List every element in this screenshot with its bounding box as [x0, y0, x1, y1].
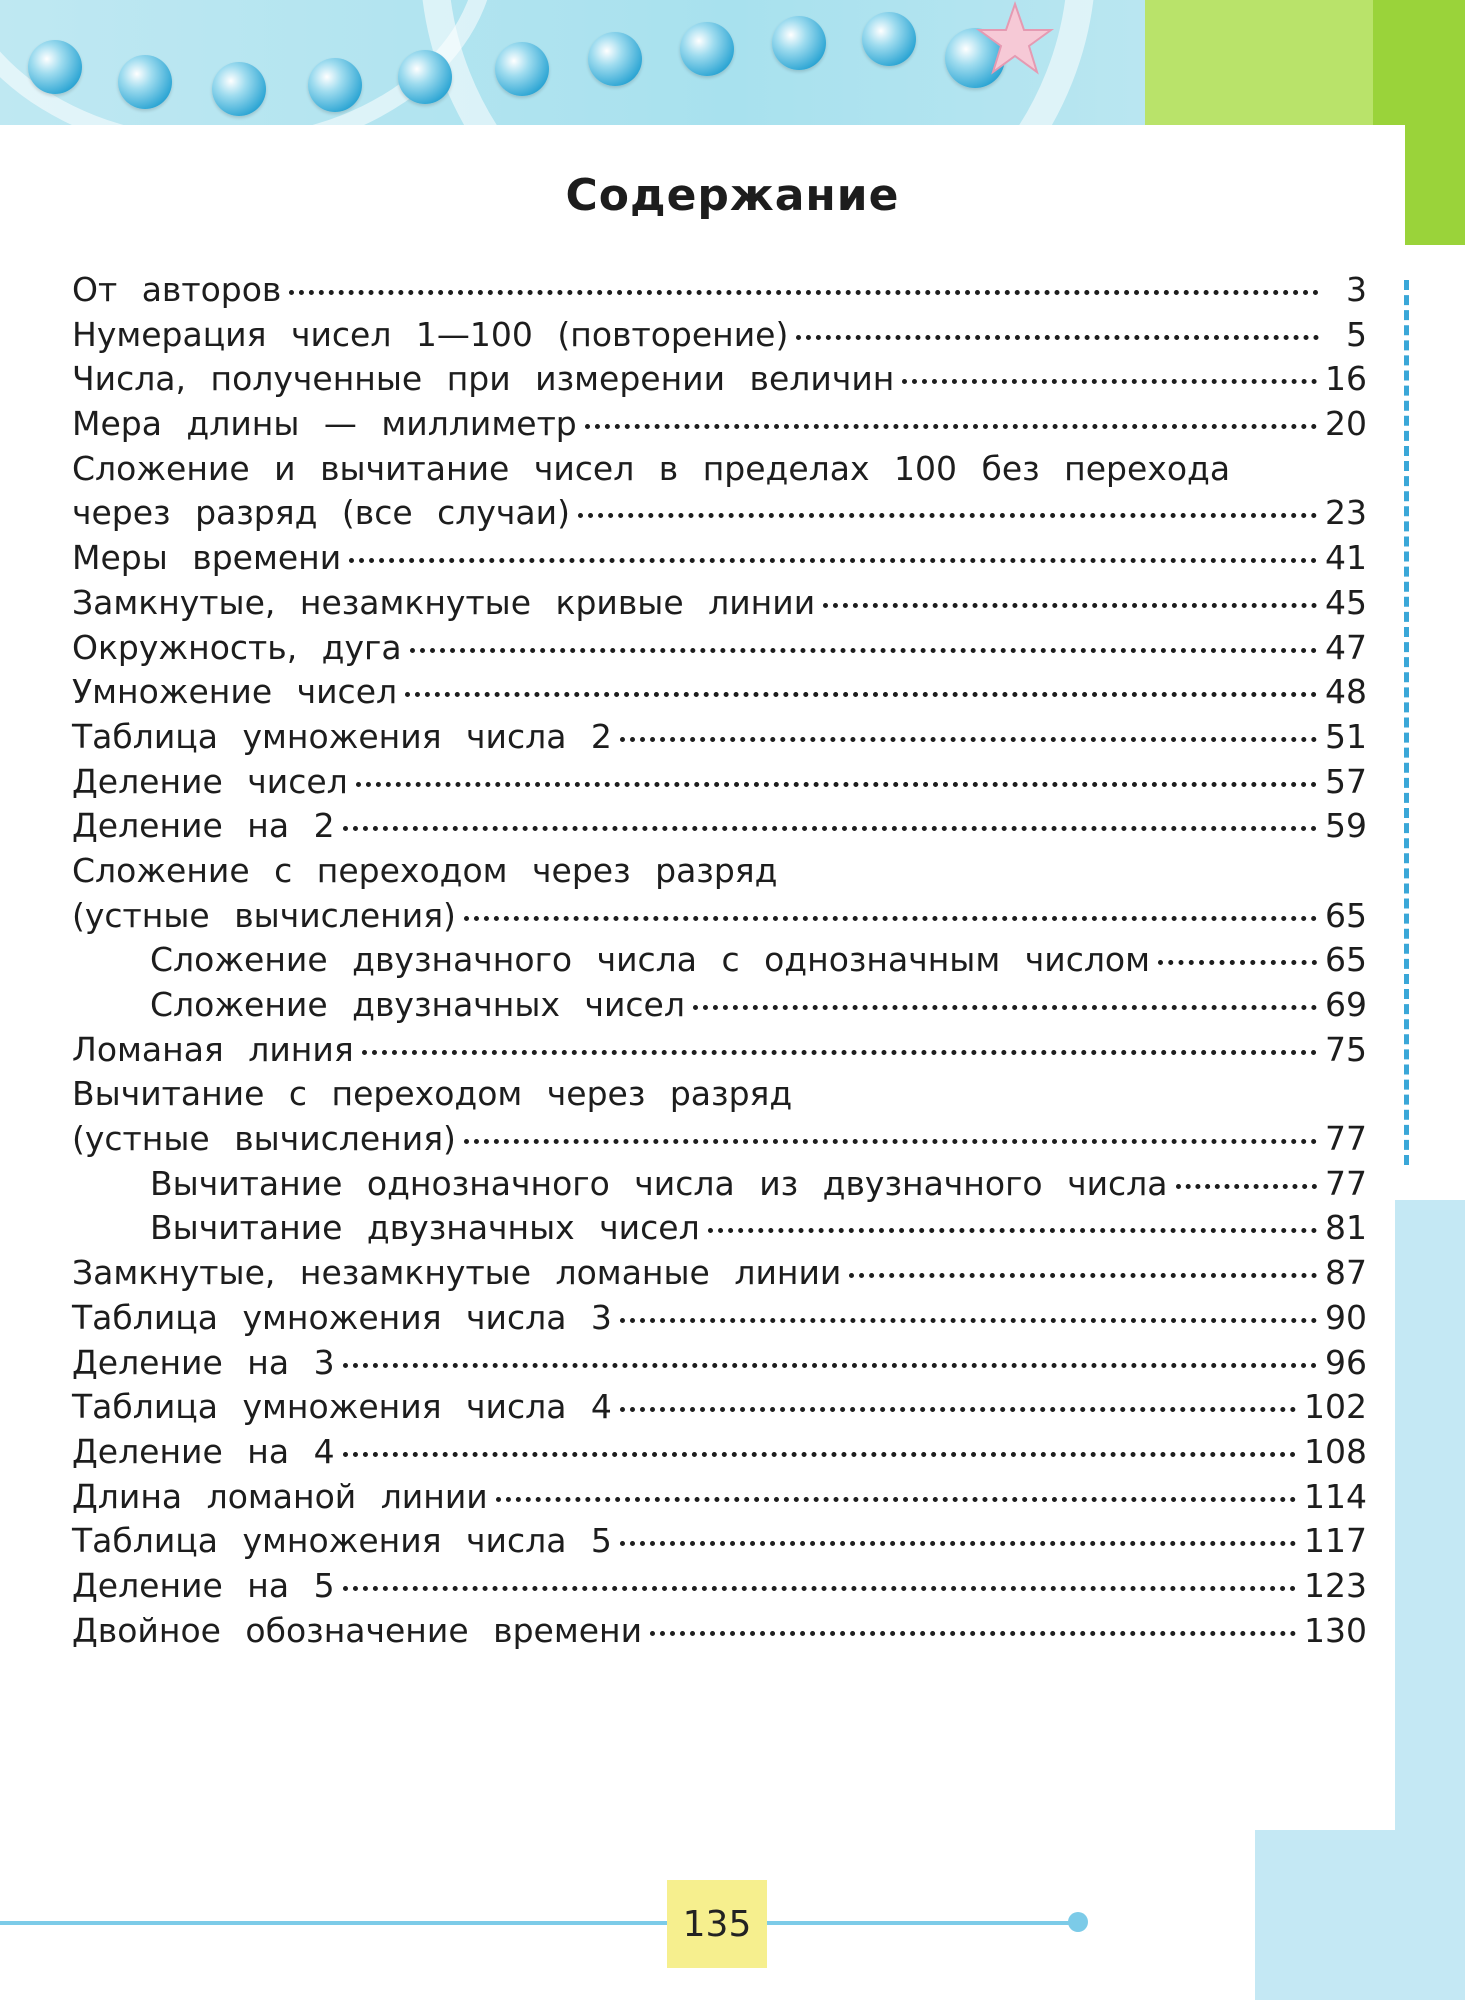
star-icon: [975, 0, 1055, 80]
toc-dot-leader: [902, 379, 1317, 384]
toc-dot-leader: [343, 826, 1317, 831]
toc-entry-title: Меры времени: [72, 538, 342, 578]
toc-entry-title: Вычитание однозначного числа из двузначного числа: [150, 1163, 1168, 1203]
toc-entry-page: 20: [1325, 404, 1367, 444]
toc-entry: [72, 938, 1367, 983]
toc-entry: [72, 804, 1367, 849]
ball-icon: [212, 62, 266, 116]
toc-entry-page: 57: [1325, 761, 1367, 801]
toc-entry: [72, 1609, 1367, 1654]
page-number: 135: [667, 1880, 767, 1968]
toc-entry-page: 23: [1325, 493, 1367, 533]
toc-entry-page: 130: [1304, 1610, 1367, 1650]
toc-entry-title: Сложение с переходом через разряд: [72, 850, 778, 890]
toc-entry-title: Деление чисел: [72, 761, 348, 801]
toc-entry-title: Деление на 5: [72, 1565, 335, 1605]
toc-entry-title: Окружность, дуга: [72, 627, 402, 667]
toc-entry-page: 81: [1325, 1208, 1367, 1248]
toc-dot-leader: [620, 1541, 1296, 1546]
ball-icon: [308, 58, 362, 112]
toc-dot-leader: [464, 916, 1317, 921]
toc-dot-leader: [620, 737, 1317, 742]
toc-entry-title: Умножение чисел: [72, 672, 398, 712]
toc-entry-title: Сложение двузначных чисел: [150, 985, 685, 1024]
toc-entry-title: Таблица умножения числа 3: [72, 1297, 612, 1337]
toc-entry-title: через разряд (все случаи): [72, 493, 570, 533]
ball-icon: [495, 42, 549, 96]
bottom-rule: [0, 1921, 1075, 1925]
toc-dot-leader: [823, 603, 1317, 608]
toc-entry-page: 96: [1325, 1342, 1367, 1382]
toc-dot-leader: [650, 1631, 1296, 1636]
toc-dot-leader: [362, 1050, 1317, 1055]
toc-entry: [72, 357, 1367, 402]
toc-entry-page: 16: [1325, 359, 1367, 399]
toc-entry-page: 41: [1325, 538, 1367, 578]
toc-entry-title: Ломаная линия: [72, 1029, 354, 1069]
toc-entry-page: 47: [1325, 627, 1367, 667]
toc-entry: [72, 268, 1367, 313]
bottom-blue-block: [1255, 1830, 1465, 2000]
toc-entry: [72, 760, 1367, 805]
toc-entry: [72, 983, 1367, 1028]
toc-entry: [72, 491, 1367, 536]
toc-entry-page: 108: [1304, 1431, 1367, 1471]
toc-entry: [72, 1162, 1367, 1207]
ball-icon: [680, 22, 734, 76]
table-of-contents: [72, 268, 1367, 1653]
ball-icon: [28, 40, 82, 94]
toc-entry-title: Таблица умножения числа 5: [72, 1521, 612, 1561]
toc-entry: [72, 536, 1367, 581]
toc-entry-title: Деление на 4: [72, 1431, 335, 1471]
toc-entry-page: 3: [1346, 270, 1367, 309]
toc-entry-title: Замкнутые, незамкнутые ломаные линии: [72, 1253, 842, 1293]
toc-entry-title: Вычитание с переходом через разряд: [72, 1074, 793, 1114]
toc-entry: [72, 402, 1367, 447]
toc-dot-leader: [356, 782, 1317, 787]
toc-entry-page: 117: [1304, 1521, 1367, 1561]
toc-entry-page: 114: [1304, 1476, 1367, 1516]
ball-icon: [862, 12, 916, 66]
toc-entry: [72, 849, 1367, 894]
toc-dot-leader: [464, 1139, 1317, 1144]
toc-dot-leader: [349, 558, 1317, 563]
toc-dot-leader: [620, 1407, 1296, 1412]
toc-entry: [72, 447, 1367, 492]
toc-entry: [72, 1385, 1367, 1430]
toc-entry-page: 77: [1325, 1119, 1367, 1159]
toc-dot-leader: [343, 1586, 1296, 1591]
toc-entry: [72, 1028, 1367, 1073]
toc-entry-page: 77: [1325, 1163, 1367, 1203]
toc-entry: [72, 626, 1367, 671]
page-title: Содержание: [565, 170, 900, 221]
toc-entry-page: 102: [1304, 1387, 1367, 1427]
ball-icon: [118, 55, 172, 109]
toc-dot-leader: [1158, 960, 1317, 965]
toc-entry-title: Сложение двузначного числа с однозначным числом: [150, 940, 1151, 980]
toc-entry-title: (устные вычисления): [72, 1119, 456, 1159]
toc-dot-leader: [578, 513, 1317, 518]
toc-entry-title: Деление на 3: [72, 1342, 335, 1382]
toc-entry-page: 45: [1325, 582, 1367, 622]
toc-entry-page: 65: [1325, 940, 1367, 980]
toc-entry: [72, 1475, 1367, 1520]
toc-entry-title: Двойное обозначение времени: [72, 1610, 643, 1650]
toc-dot-leader: [343, 1363, 1317, 1368]
toc-entry: [72, 1341, 1367, 1386]
toc-entry-page: 59: [1325, 806, 1367, 846]
toc-entry: [72, 1206, 1367, 1251]
toc-entry: [72, 1519, 1367, 1564]
toc-entry-page: 87: [1325, 1253, 1367, 1293]
toc-entry: [72, 1564, 1367, 1609]
toc-entry: [72, 581, 1367, 626]
toc-entry-page: 51: [1325, 716, 1367, 756]
ball-icon: [772, 16, 826, 70]
toc-entry-page: 90: [1325, 1297, 1367, 1337]
toc-entry-title: Таблица умножения числа 4: [72, 1387, 612, 1427]
toc-entry-title: Числа, полученные при измерении величин: [72, 359, 895, 399]
toc-dot-leader: [585, 424, 1317, 429]
ball-icon: [398, 50, 452, 104]
toc-entry-title: Сложение и вычитание чисел в пределах 100 без перехода: [72, 448, 1231, 488]
toc-entry-title: Замкнутые, незамкнутые кривые линии: [72, 582, 816, 622]
toc-entry-page: 5: [1346, 314, 1367, 354]
toc-dot-leader: [496, 1497, 1296, 1502]
toc-dot-leader: [410, 648, 1317, 653]
toc-entry-page: 75: [1325, 1029, 1367, 1069]
toc-dot-leader: [343, 1452, 1296, 1457]
toc-entry: [72, 313, 1367, 358]
green-decoration: [1145, 0, 1373, 125]
toc-entry-title: Вычитание двузначных чисел: [150, 1208, 700, 1248]
dashed-margin-line: [1404, 280, 1409, 1165]
toc-entry-title: Нумерация чисел 1—100 (повторение): [72, 314, 789, 354]
toc-entry: [72, 894, 1367, 939]
toc-entry-title: (устные вычисления): [72, 895, 456, 935]
toc-entry: [72, 1430, 1367, 1475]
toc-dot-leader: [620, 1318, 1317, 1323]
toc-entry: [72, 1117, 1367, 1162]
toc-dot-leader: [1176, 1184, 1318, 1189]
toc-entry-page: 65: [1325, 895, 1367, 935]
toc-dot-leader: [693, 1005, 1317, 1010]
toc-dot-leader: [405, 692, 1317, 697]
toc-entry-page: 48: [1325, 672, 1367, 712]
toc-entry: [72, 1296, 1367, 1341]
toc-dot-leader: [849, 1273, 1317, 1278]
toc-dot-leader: [289, 290, 1319, 295]
toc-entry: [72, 1072, 1367, 1117]
toc-entry-title: Мера длины — миллиметр: [72, 404, 577, 444]
toc-entry-title: Таблица умножения числа 2: [72, 716, 612, 756]
toc-entry-title: От авторов: [72, 270, 282, 309]
toc-dot-leader: [796, 335, 1319, 340]
toc-entry-title: Деление на 2: [72, 806, 335, 846]
toc-entry-page: 69: [1325, 985, 1367, 1024]
bottom-rule-dot: [1068, 1912, 1088, 1932]
toc-entry: [72, 715, 1367, 760]
toc-dot-leader: [708, 1228, 1317, 1233]
toc-entry-title: Длина ломаной линии: [72, 1476, 488, 1516]
toc-entry: [72, 670, 1367, 715]
toc-entry: [72, 1251, 1367, 1296]
toc-entry-page: 123: [1304, 1565, 1367, 1605]
ball-icon: [588, 32, 642, 86]
